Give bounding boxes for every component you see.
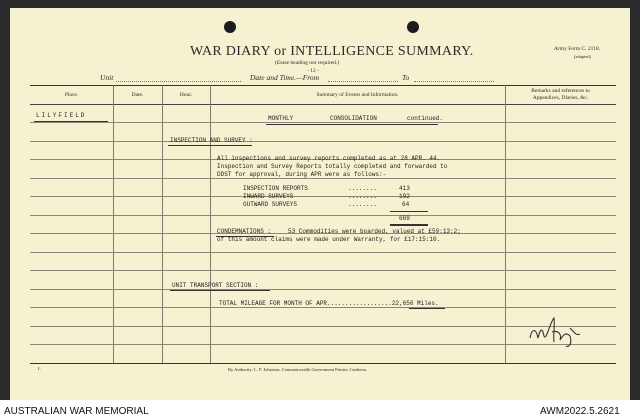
report-value-inspection: 413: [399, 185, 410, 192]
column-divider-hour: [210, 85, 211, 363]
report-label-inward: INWARD SURVEYS: [243, 193, 294, 200]
archive-reference: AWM2022.5.2621: [540, 406, 620, 417]
printer-authority: By Authority: L. F. Johnston, Commonwealth Government Printer, Canberra.: [228, 367, 368, 372]
report-value-inward: 192: [399, 193, 410, 200]
unit-dotted-line: [116, 81, 241, 82]
table-bottom-rule: [30, 363, 616, 364]
unit-label: Unit: [100, 73, 114, 82]
column-header-place: Place.: [64, 92, 79, 98]
date-time-label: Date and Time.—From: [250, 73, 320, 82]
section-inspection-heading: INSPECTION AND SURVEY :: [170, 137, 253, 144]
war-diary-page: [10, 8, 630, 400]
form-code: Army Form C. 2118.: [554, 46, 601, 52]
heading-continued: continued.: [407, 115, 444, 122]
report-total: 669: [399, 215, 410, 222]
paragraph-line-1: All inspections and survey reports completed as at 28 APR. 44.: [217, 155, 441, 162]
report-label-inspection: INSPECTION REPORTS: [243, 185, 308, 192]
table-header-rule: [30, 104, 616, 105]
section-transport-underline: [170, 290, 270, 291]
paragraph-line-3: DDST for approval, during APR were as follows:-: [217, 171, 387, 178]
condemnations-label: CONDEMNATIONS :: [217, 228, 272, 235]
form-code-sub: (adapted): [574, 54, 591, 59]
section-transport-heading: UNIT TRANSPORT SECTION :: [172, 282, 259, 289]
page-number: - 12 -: [307, 68, 319, 74]
punch-hole-right: [407, 21, 419, 33]
column-header-remarks-line2: Appendices, Diaries, &c.: [532, 95, 589, 101]
column-header-date: Date.: [131, 92, 144, 98]
form-subtitle: (Erase heading not required.): [275, 60, 340, 66]
mileage-underline: [409, 308, 445, 309]
ruled-row-line: [30, 270, 616, 271]
archive-name: AUSTRALIAN WAR MEMORIAL: [4, 406, 149, 417]
ruled-row-line: [30, 196, 616, 197]
to-label: To: [402, 73, 410, 82]
condemnations-text: 53 Commodities were boarded, valued at £59:13:2;: [288, 228, 461, 235]
punch-hole-left: [224, 21, 236, 33]
ruled-row-line: [30, 122, 616, 123]
from-dotted-line: [328, 81, 398, 82]
mileage-line: TOTAL MILEAGE FOR MONTH OF APR..................22,650 Miles.: [219, 300, 439, 307]
column-header-remarks-line1: Remarks and references to: [531, 88, 590, 94]
place-entry: LILYFIELD: [36, 112, 87, 119]
heading-consolidation: CONSOLIDATION: [330, 115, 377, 122]
archive-caption-bar: [0, 400, 640, 420]
report-label-outward: OUTWARD SURVEYS: [243, 201, 298, 208]
condemnations-line-2: of this amount claims were made under Warranty, for £17:15:10.: [217, 236, 441, 243]
ruled-row-line: [30, 252, 616, 253]
column-divider-place: [113, 85, 114, 363]
ruled-row-line: [30, 307, 616, 308]
ruled-row-line: [30, 141, 616, 142]
ruled-row-line: [30, 178, 616, 179]
heading-monthly: MONTHLY: [268, 115, 294, 122]
heading-underline: [266, 124, 438, 125]
ruled-row-line: [30, 289, 616, 290]
form-title: WAR DIARY or INTELLIGENCE SUMMARY.: [190, 44, 474, 59]
column-header-hour: Hour.: [179, 92, 193, 98]
report-dots-outward: ........: [348, 201, 377, 208]
total-double-rule: [390, 224, 428, 226]
column-divider-summary: [505, 85, 506, 363]
report-dots-inspection: ........: [348, 185, 377, 192]
total-rule: [390, 211, 428, 212]
column-header-summary: Summary of Events and Information.: [316, 92, 399, 98]
column-divider-date: [162, 85, 163, 363]
signature-graphic: [526, 312, 586, 352]
report-value-outward: 64: [402, 201, 410, 208]
officer-signature: [526, 312, 586, 357]
report-dots-inward: ........: [348, 193, 377, 200]
to-dotted-line: [414, 81, 494, 82]
place-underline: [34, 121, 108, 122]
ruled-row-line: [30, 215, 616, 216]
table-top-rule: [30, 85, 616, 86]
section-inspection-underline: [168, 145, 252, 146]
paragraph-line-2: Inspection and Survey Reports totally completed and forwarded to: [217, 163, 448, 170]
print-mark: L: [38, 366, 41, 371]
